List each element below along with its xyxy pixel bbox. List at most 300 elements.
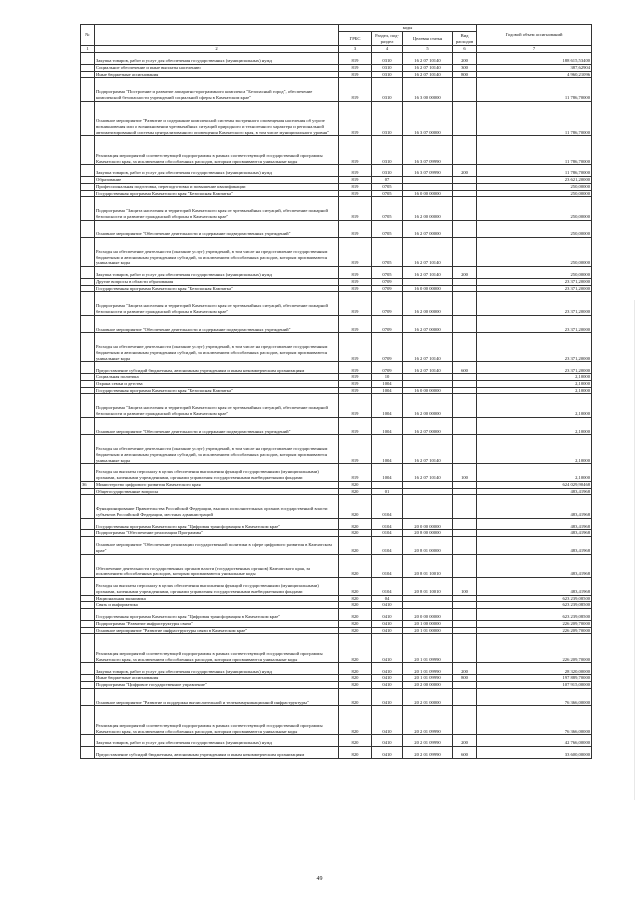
row-amount: 2,10000: [477, 435, 592, 464]
row-amount: 250,00000: [477, 197, 592, 220]
row-grbs: 819: [339, 220, 372, 238]
row-amount: 2,10000: [477, 380, 592, 387]
row-amount: 188 615,53400: [477, 53, 592, 65]
row-name: Обеспечение деятельности государственных органов власти (государственных органов) Камчатского края, за исключением обособленных расходов, которым присваиваются уникальные коды: [95, 554, 339, 577]
row-name: Расходы на обеспечение деятельности (оказание услуг) учреждений, в том числе на предоставление государственным бюджетным и автономным учреждениям субсидий, за исключением обособленных расходов, которым присваиваются уникальные коды: [95, 435, 339, 464]
row-amount: 483,41968: [477, 495, 592, 518]
table-row: [81, 71, 592, 78]
row-razdel: [372, 481, 403, 488]
row-grbs: 820: [339, 554, 372, 577]
row-number: [81, 706, 95, 735]
row-number: [81, 315, 95, 333]
row-grbs: 819: [339, 374, 372, 381]
document-page: [80, 24, 591, 759]
row-razdel: 0410: [372, 688, 403, 706]
table-row: [81, 333, 592, 362]
row-grbs: 819: [339, 394, 372, 417]
row-number: [81, 267, 95, 279]
row-name: Закупка товаров, работ и услуг для обеспечения государственных (муниципальных) нужд: [95, 735, 339, 747]
row-razdel: 0310: [372, 64, 403, 71]
table-row: [81, 136, 592, 165]
row-razdel: 01: [372, 488, 403, 495]
row-grbs: 820: [339, 634, 372, 663]
row-number: [81, 435, 95, 464]
row-razdel: 04: [372, 595, 403, 602]
table-row: [81, 380, 592, 387]
row-grbs: 820: [339, 518, 372, 530]
row-grbs: 819: [339, 417, 372, 435]
row-vid: 200: [453, 267, 477, 279]
row-vid: [453, 537, 477, 555]
row-name: Расходы на выплаты персоналу в целях обеспечения выполнения функций государственными (муниципальными) органами, казенными учреждениями, органами управления государственными внебюджетными фондами: [95, 464, 339, 482]
row-grbs: 819: [339, 380, 372, 387]
row-number: [81, 136, 95, 165]
row-vid: 200: [453, 663, 477, 675]
table-row: [81, 292, 592, 315]
row-name: Государственная программа Камчатского края "Цифровая трансформация в Камчатском крае": [95, 518, 339, 530]
row-number: [81, 101, 95, 136]
row-grbs: 819: [339, 183, 372, 190]
row-number: [81, 292, 95, 315]
row-celevaya: 16 2 00 00000: [403, 197, 453, 220]
row-amount: 76 366,00000: [477, 688, 592, 706]
table-row: [81, 518, 592, 530]
row-grbs: 819: [339, 292, 372, 315]
row-vid: [453, 315, 477, 333]
row-celevaya: 20 8 01 00000: [403, 537, 453, 555]
row-amount: 23 371,20000: [477, 279, 592, 286]
table-row: [81, 267, 592, 279]
row-number: [81, 279, 95, 286]
table-row: [81, 488, 592, 495]
row-grbs: 820: [339, 481, 372, 488]
row-amount: 250,00000: [477, 238, 592, 267]
row-razdel: 1004: [372, 387, 403, 394]
row-grbs: 820: [339, 675, 372, 682]
row-razdel: 1004: [372, 394, 403, 417]
row-name: Образование: [95, 177, 339, 184]
row-celevaya: 20 8 01 10010: [403, 578, 453, 596]
row-celevaya: 16 0 00 00000: [403, 285, 453, 292]
table-row: [81, 675, 592, 682]
row-amount: 4 960,21096: [477, 71, 592, 78]
row-celevaya: 20 2 01 09990: [403, 706, 453, 735]
row-grbs: 820: [339, 663, 372, 675]
row-razdel: 0310: [372, 71, 403, 78]
row-celevaya: [403, 595, 453, 602]
budget-table: [80, 24, 592, 759]
table-row: [81, 197, 592, 220]
row-grbs: 819: [339, 285, 372, 292]
row-razdel: 0709: [372, 292, 403, 315]
row-amount: 483,41968: [477, 554, 592, 577]
row-number: [81, 675, 95, 682]
row-name: Закупка товаров, работ и услуг для обеспечения государственных (муниципальных) нужд: [95, 267, 339, 279]
row-razdel: 0104: [372, 578, 403, 596]
row-number: [81, 578, 95, 596]
row-vid: [453, 285, 477, 292]
row-vid: 100: [453, 578, 477, 596]
row-vid: 200: [453, 735, 477, 747]
table-row: [81, 285, 592, 292]
row-name: Связь и информатика: [95, 602, 339, 609]
row-razdel: 0705: [372, 197, 403, 220]
table-row: [81, 315, 592, 333]
row-grbs: 820: [339, 747, 372, 759]
row-name: Расходы на обеспечение деятельности (оказание услуг) учреждений, в том числе на предоставление государственным бюджетным и автономным учреждениям субсидий, за исключением обособленных расходов, которым присваиваются уникальные коды: [95, 238, 339, 267]
row-vid: [453, 394, 477, 417]
row-amount: 226 209,70000: [477, 634, 592, 663]
table-row: [81, 634, 592, 663]
row-celevaya: 16 2 07 10140: [403, 64, 453, 71]
row-razdel: 0410: [372, 602, 403, 609]
table-row: [81, 387, 592, 394]
row-name: Подпрограмма "Защита населения и территорий Камчатского края от чрезвычайных ситуаций, обеспечение пожарной безопасности и развитие гражданской обороны в Камчатском крае": [95, 197, 339, 220]
row-amount: 483,41968: [477, 518, 592, 530]
row-name: Подпрограмма "Построение и развитие аппаратно-программного комплекса "Безопасный город", обеспечение комплексной безопасности учреждений социальной сферы в Камчатском крае": [95, 78, 339, 101]
row-celevaya: [403, 177, 453, 184]
row-razdel: 0104: [372, 554, 403, 577]
row-celevaya: 20 1 01 00000: [403, 627, 453, 634]
row-name: Расходы на выплаты персоналу в целях обеспечения выполнения функций государственными (муниципальными) органами, казенными учреждениями, органами управления государственными внебюджетными фондами: [95, 578, 339, 596]
row-number: [81, 735, 95, 747]
row-name: Государственная программа Камчатского края "Цифровая трансформация в Камчатском крае": [95, 609, 339, 621]
row-vid: [453, 78, 477, 101]
table-row: [81, 190, 592, 197]
row-celevaya: 16 2 07 10140: [403, 238, 453, 267]
row-razdel: 0104: [372, 495, 403, 518]
row-vid: [453, 595, 477, 602]
row-name: Предоставление субсидий бюджетным, автономным учреждениям и иным некоммерческим организациям: [95, 362, 339, 374]
row-amount: 2,10000: [477, 417, 592, 435]
row-amount: 23 371,20000: [477, 362, 592, 374]
table-row: [81, 537, 592, 555]
table-row: [81, 177, 592, 184]
header-celevaya: Целевая статья: [403, 32, 453, 46]
row-grbs: 820: [339, 488, 372, 495]
row-razdel: 0310: [372, 53, 403, 65]
row-celevaya: 16 2 07 00000: [403, 417, 453, 435]
table-row: [81, 435, 592, 464]
row-amount: 226 209,70000: [477, 627, 592, 634]
row-name: Реализация мероприятий соответствующей подпрограммы в рамках соответствующей государственной программы Камчатского края, за исключением обособленных расходов, которым присваиваются уникальные коды: [95, 706, 339, 735]
row-celevaya: 16 3 07 09990: [403, 165, 453, 177]
row-celevaya: 20 1 00 00000: [403, 620, 453, 627]
row-vid: [453, 706, 477, 735]
row-celevaya: 16 2 07 00000: [403, 315, 453, 333]
row-name: Профессиональная подготовка, переподготовка и повышение квалификации: [95, 183, 339, 190]
row-celevaya: 16 3 07 00000: [403, 101, 453, 136]
row-razdel: 0709: [372, 279, 403, 286]
row-name: Государственная программа Камчатского края "Безопасная Камчатка": [95, 387, 339, 394]
row-grbs: 820: [339, 495, 372, 518]
row-name: Охрана семьи и детства: [95, 380, 339, 387]
row-number: [81, 554, 95, 577]
row-grbs: 820: [339, 595, 372, 602]
row-celevaya: 20 2 01 00000: [403, 688, 453, 706]
row-number: [81, 747, 95, 759]
row-celevaya: 16 2 07 10140: [403, 71, 453, 78]
row-razdel: 0705: [372, 190, 403, 197]
column-index: 1: [81, 46, 95, 53]
row-vid: 600: [453, 362, 477, 374]
row-name: Государственная программа Камчатского края "Безопасная Камчатка": [95, 190, 339, 197]
table-header: [81, 25, 592, 53]
row-vid: [453, 380, 477, 387]
row-celevaya: 20 1 01 09990: [403, 663, 453, 675]
row-amount: 250,00000: [477, 220, 592, 238]
table-row: [81, 220, 592, 238]
row-amount: 483,41968: [477, 537, 592, 555]
row-amount: 250,00000: [477, 183, 592, 190]
row-vid: [453, 634, 477, 663]
row-amount: 483,41968: [477, 488, 592, 495]
row-vid: [453, 333, 477, 362]
row-number: [81, 78, 95, 101]
row-razdel: 0410: [372, 609, 403, 621]
row-number: [81, 464, 95, 482]
row-celevaya: 16 0 00 00000: [403, 387, 453, 394]
row-number: [81, 488, 95, 495]
row-amount: 2,10000: [477, 387, 592, 394]
table-row: [81, 374, 592, 381]
row-razdel: 0410: [372, 706, 403, 735]
row-vid: 100: [453, 464, 477, 482]
row-amount: 226 209,70000: [477, 620, 592, 627]
row-celevaya: 20 2 00 00000: [403, 681, 453, 688]
row-name: Основное мероприятие "Развитие и содержание комплексной системы экстренного оповещения населения об угрозе возникновения или о возникновении чрезвычайных ситуаций природного и техногенного характера и региональной автоматизированной системы централизованного оповещения Камчатского края, в том числе муниципального уровня": [95, 101, 339, 136]
row-grbs: 820: [339, 602, 372, 609]
row-vid: [453, 681, 477, 688]
row-number: [81, 602, 95, 609]
row-amount: 23 621,20000: [477, 177, 592, 184]
row-amount: 483,41968: [477, 578, 592, 596]
row-name: Основное мероприятие "Обеспечение деятельности и содержание подведомственных учреждений": [95, 315, 339, 333]
row-amount: 11 786,70000: [477, 78, 592, 101]
row-grbs: 820: [339, 627, 372, 634]
row-celevaya: 16 0 00 00000: [403, 190, 453, 197]
row-vid: [453, 488, 477, 495]
row-number: [81, 530, 95, 537]
table-row: [81, 578, 592, 596]
row-celevaya: 16 2 07 00000: [403, 220, 453, 238]
row-grbs: 819: [339, 71, 372, 78]
table-row: [81, 362, 592, 374]
row-vid: [453, 292, 477, 315]
table-row: [81, 530, 592, 537]
row-celevaya: 16 2 07 10140: [403, 333, 453, 362]
row-celevaya: 16 2 00 00000: [403, 292, 453, 315]
row-razdel: 0709: [372, 333, 403, 362]
table-row: [81, 735, 592, 747]
row-razdel: 0705: [372, 267, 403, 279]
row-vid: [453, 530, 477, 537]
header-vid: Вид расходов: [453, 32, 477, 46]
row-razdel: 0310: [372, 136, 403, 165]
row-vid: [453, 136, 477, 165]
row-number: [81, 374, 95, 381]
row-amount: 483,41968: [477, 530, 592, 537]
row-amount: 623 239,08500: [477, 595, 592, 602]
row-number: [81, 387, 95, 394]
table-row: [81, 554, 592, 577]
row-razdel: 0709: [372, 315, 403, 333]
table-row: [81, 183, 592, 190]
row-grbs: 819: [339, 362, 372, 374]
row-vid: [453, 609, 477, 621]
row-grbs: 820: [339, 706, 372, 735]
row-vid: [453, 518, 477, 530]
table-row: [81, 688, 592, 706]
row-vid: [453, 554, 477, 577]
row-name: Реализация мероприятий соответствующей подпрограммы в рамках соответствующей государственной программы Камчатского края, за исключением обособленных расходов, которым присваиваются уникальные коды: [95, 136, 339, 165]
column-index: 5: [403, 46, 453, 53]
row-amount: 23 371,20000: [477, 315, 592, 333]
row-number: [81, 537, 95, 555]
column-index: 2: [95, 46, 339, 53]
row-razdel: 0310: [372, 101, 403, 136]
row-razdel: 1004: [372, 417, 403, 435]
row-amount: 42 766,00000: [477, 735, 592, 747]
row-name: Подпрограмма "Развитие инфраструктуры связи": [95, 620, 339, 627]
table-row: [81, 238, 592, 267]
row-celevaya: [403, 183, 453, 190]
row-razdel: 0709: [372, 285, 403, 292]
row-razdel: 0410: [372, 627, 403, 634]
row-amount: 387,62904: [477, 64, 592, 71]
row-grbs: 820: [339, 688, 372, 706]
row-celevaya: 16 2 07 10140: [403, 362, 453, 374]
row-name: Общегосударственные вопросы: [95, 488, 339, 495]
row-amount: 76 366,00000: [477, 706, 592, 735]
header-grbs: ГРБС: [339, 32, 372, 46]
row-name: Основное мероприятие "Развитие и поддержка вычислительной и телекоммуникационной инфраструктуры": [95, 688, 339, 706]
row-grbs: 819: [339, 165, 372, 177]
row-razdel: 0410: [372, 747, 403, 759]
row-amount: 623 239,08500: [477, 602, 592, 609]
row-vid: 800: [453, 675, 477, 682]
row-vid: [453, 197, 477, 220]
row-amount: 107 915,00000: [477, 681, 592, 688]
row-number: [81, 681, 95, 688]
table-row: [81, 609, 592, 621]
row-name: Подпрограмма "Защита населения и территорий Камчатского края от чрезвычайных ситуаций, обеспечение пожарной безопасности и развитие гражданской обороны в Камчатском крае": [95, 394, 339, 417]
table-row: [81, 279, 592, 286]
row-number: [81, 417, 95, 435]
row-vid: [453, 627, 477, 634]
row-name: Подпрограмма "Обеспечение реализации Программы": [95, 530, 339, 537]
row-vid: [453, 279, 477, 286]
column-index: 3: [339, 46, 372, 53]
row-grbs: 820: [339, 530, 372, 537]
row-grbs: 819: [339, 197, 372, 220]
row-number: [81, 238, 95, 267]
row-celevaya: 20 2 01 09990: [403, 747, 453, 759]
table-row: [81, 53, 592, 65]
row-amount: 28 320,00000: [477, 663, 592, 675]
row-grbs: 819: [339, 190, 372, 197]
table-row: [81, 602, 592, 609]
table-body: [81, 53, 592, 759]
row-razdel: 1004: [372, 435, 403, 464]
row-number: [81, 495, 95, 518]
table-row: [81, 595, 592, 602]
row-name: Основное мероприятие "Обеспечение деятельности и содержание подведомственных учреждений": [95, 417, 339, 435]
row-razdel: 0705: [372, 238, 403, 267]
row-grbs: 819: [339, 333, 372, 362]
row-grbs: 820: [339, 537, 372, 555]
row-name: Предоставление субсидий бюджетным, автономным учреждениям и иным некоммерческим организациям: [95, 747, 339, 759]
page-number: 49: [316, 876, 323, 882]
row-number: [81, 380, 95, 387]
row-amount: 2,10000: [477, 374, 592, 381]
row-celevaya: [403, 602, 453, 609]
row-name: Закупка товаров, работ и услуг для обеспечения государственных (муниципальных) нужд: [95, 53, 339, 65]
row-name: Расходы на обеспечение деятельности (оказание услуг) учреждений, в том числе на предоставление государственным бюджетным и автономным учреждениям субсидий, за исключением обособленных расходов, которым присваиваются уникальные коды: [95, 333, 339, 362]
row-razdel: 0310: [372, 78, 403, 101]
row-amount: 250,00000: [477, 190, 592, 197]
row-celevaya: [403, 279, 453, 286]
row-amount: 623 239,08500: [477, 609, 592, 621]
row-razdel: 10: [372, 374, 403, 381]
row-number: [81, 627, 95, 634]
row-vid: [453, 620, 477, 627]
table-row: [81, 78, 592, 101]
row-amount: 33 600,00000: [477, 747, 592, 759]
header-codes: коды: [339, 25, 477, 32]
table-row: [81, 481, 592, 488]
row-vid: [453, 417, 477, 435]
row-vid: [453, 435, 477, 464]
row-amount: 11 786,70000: [477, 136, 592, 165]
row-amount: 197 889,70000: [477, 675, 592, 682]
row-name: Основное мероприятие "Развитие инфраструктуры связи в Камчатском крае": [95, 627, 339, 634]
row-celevaya: 16 2 07 10140: [403, 53, 453, 65]
row-razdel: 0410: [372, 634, 403, 663]
row-number: [81, 190, 95, 197]
row-name: Национальная экономика: [95, 595, 339, 602]
row-vid: [453, 387, 477, 394]
row-name: Закупка товаров, работ и услуг для обеспечения государственных (муниципальных) нужд: [95, 165, 339, 177]
row-name: Основное мероприятие "Обеспечение деятельности и содержание подведомственных учреждений": [95, 220, 339, 238]
row-vid: [453, 688, 477, 706]
row-name: Функционирование Правительства Российской Федерации, высших исполнительных органов государственной власти субъектов Российской Федерации, местных администраций: [95, 495, 339, 518]
row-grbs: 819: [339, 315, 372, 333]
row-number: [81, 634, 95, 663]
row-vid: 600: [453, 747, 477, 759]
row-grbs: 819: [339, 464, 372, 482]
row-razdel: 1004: [372, 380, 403, 387]
row-vid: [453, 183, 477, 190]
row-vid: [453, 481, 477, 488]
row-grbs: 819: [339, 279, 372, 286]
row-celevaya: 20 8 01 10010: [403, 554, 453, 577]
row-razdel: 0104: [372, 518, 403, 530]
row-celevaya: 20 2 01 09990: [403, 735, 453, 747]
table-row: [81, 101, 592, 136]
row-vid: [453, 190, 477, 197]
row-number: [81, 333, 95, 362]
header-razdel: Раздел, под-раздел: [372, 32, 403, 46]
row-number: [81, 394, 95, 417]
row-number: [81, 362, 95, 374]
table-row: [81, 663, 592, 675]
row-name: Иные бюджетные ассигнования: [95, 71, 339, 78]
column-index: 6: [453, 46, 477, 53]
row-number: [81, 285, 95, 292]
row-grbs: 820: [339, 578, 372, 596]
table-row: [81, 627, 592, 634]
